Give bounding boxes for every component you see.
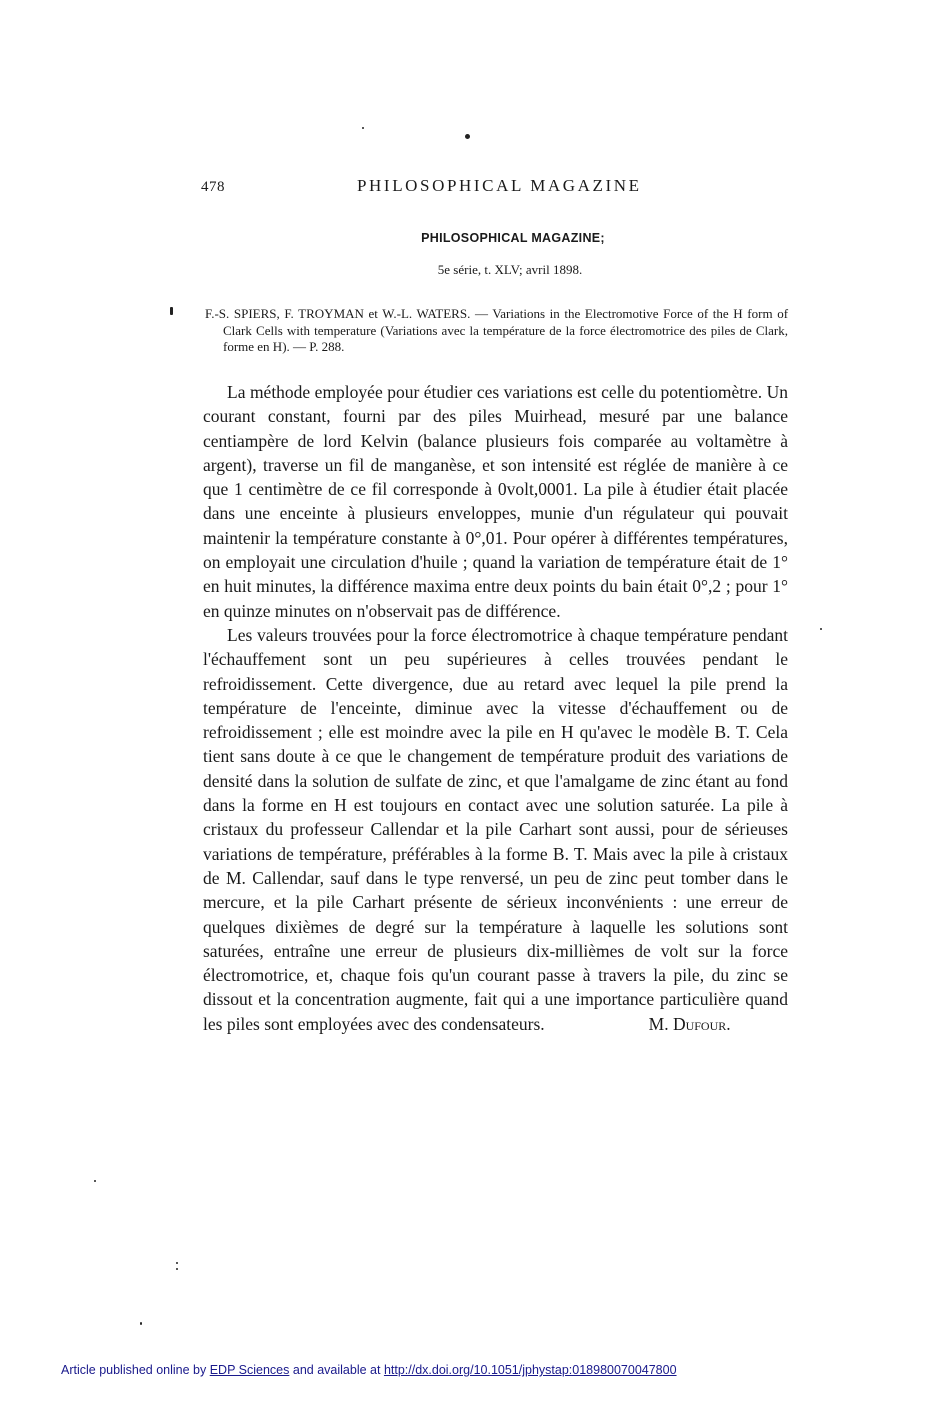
print-speck — [465, 134, 470, 139]
print-speck — [94, 1180, 96, 1182]
print-speck — [362, 127, 364, 129]
article-body — [203, 380, 788, 1036]
signature: M. Dufour. — [648, 1013, 731, 1034]
journal-name: PHILOSOPHICAL MAGAZINE; — [421, 231, 605, 245]
footer-middle: and available at — [292, 1363, 381, 1377]
publisher-link[interactable]: EDP Sciences — [209, 1363, 290, 1377]
page-number: 478 — [201, 179, 225, 195]
print-speck — [140, 1322, 142, 1325]
running-head — [0, 176, 930, 200]
journal-issue: 5e série, t. XLV; avril 1898. — [437, 262, 583, 277]
print-speck — [176, 1268, 178, 1270]
paragraph-with-signature — [203, 623, 788, 1036]
publication-footer — [61, 1363, 677, 1377]
footer-prefix: Article published online by — [61, 1363, 207, 1377]
print-speck — [820, 628, 822, 630]
paragraph: La méthode employée pour étudier ces variations est celle du potentiomètre. Un courant constant, fourni par des piles Muirhead, mesuré par une balance centiampère de lord Kelvin (balance plusieurs fois comparée au voltamètre à argent), traverse un fil de manganèse, et son intensité est réglée de manière à ce que 1 centimètre de ce fil corresponde à 0volt,0001. La pile à étudier était placée dans une enceinte à plusieurs enveloppes, munie d'un régulateur qui pouvait maintenir la température constante à 0°,01. Pour opérer à différentes températures, on employait une circulation d'huile ; quand la variation de température était de 1° en huit minutes, la différence maxima entre deux points du bain était 0°,2 ; pour 1° en quinze minutes on n'observait pas de différence. — [203, 382, 788, 621]
doi-link[interactable]: http://dx.doi.org/10.1051/jphystap:018980070047800 — [383, 1363, 677, 1377]
article-citation — [205, 306, 788, 356]
paragraph: Les valeurs trouvées pour la force électromotrice à chaque température pendant l'échauffement sont un peu supérieures à celles trouvées pendant le refroidissement. Cette divergence, due au retard avec lequel la pile prend la température de l'enceinte, diminue avec la vitesse d'échauffement ou de refroidissement ; elle est moindre avec la pile en H qu'avec le modèle B. T. Cela tient sans doute à ce que le changement de température produit des variations de densité dans la solution de sulfate de zinc, et que l'amalgame de zinc étant au fond dans la forme en H est toujours en contact avec une solution saturée. La pile à cristaux du professeur Callendar et la pile Carhart sont aussi, pour de sérieuses variations de température, préférables à la forme B. T. Mais avec la pile à cristaux de M. Callendar, sauf dans le type renversé, un peu de zinc peut tomber dans le mercure, et la pile Carhart présente de sérieux inconvénients : une erreur de quelques dixièmes de degré sur la température à laquelle les solutions sont saturées, entraîne une erreur de plusieurs dix-millièmes de volt sur la force électromotrice, et, chaque fois qu'un courant passe à travers la pile, du zinc se dissout et la concentration augmente, fait qui a une importance particulière quand les piles sont employées avec des condensateurs. — [203, 624, 788, 1034]
running-title: PHILOSOPHICAL MAGAZINE — [357, 176, 642, 195]
citation-title: — Variations in the Electromotive Force of the H form of Clark Cells with temperature (Variations avec la température de la force électromotrice des piles de Clark, forme en H). — P. 288. — [223, 306, 789, 354]
print-speck — [170, 307, 173, 315]
citation-authors: F.-S. SPIERS, F. TROYMAN et W.-L. WATERS. — [205, 306, 471, 321]
print-speck — [176, 1262, 178, 1264]
